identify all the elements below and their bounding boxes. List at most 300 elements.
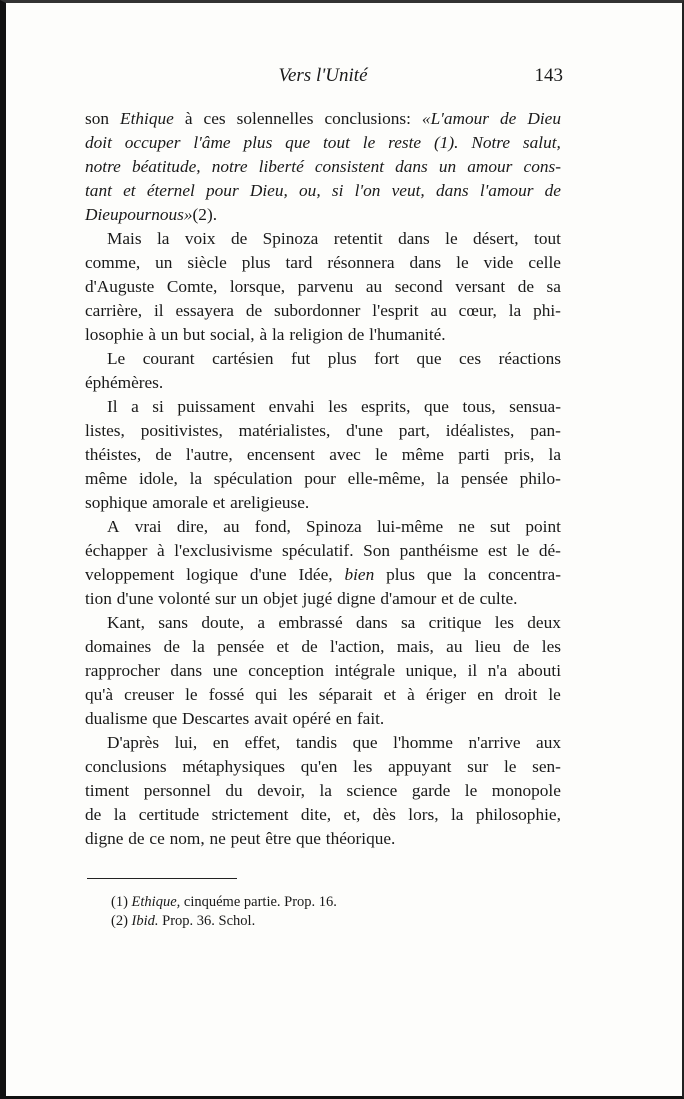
- text-line: [85, 731, 561, 755]
- word: sur: [467, 757, 489, 776]
- word: à: [184, 109, 193, 128]
- word: le: [516, 541, 530, 560]
- text-line: [85, 707, 561, 731]
- word: peut: [230, 829, 261, 848]
- word: même: [85, 469, 128, 488]
- word: envahi: [268, 397, 315, 416]
- text-line: [85, 659, 561, 683]
- word: d'une: [249, 565, 287, 584]
- word: que: [416, 349, 442, 368]
- word: tout: [323, 133, 350, 152]
- word: conclusions:: [324, 109, 411, 128]
- word: subordonner: [274, 301, 361, 320]
- word: le: [185, 685, 198, 704]
- word: éphémères.: [85, 373, 164, 392]
- word: dans: [355, 613, 388, 632]
- word: les: [288, 685, 308, 704]
- word: devoir,: [257, 781, 305, 800]
- text-line: [85, 323, 561, 347]
- word: avec: [329, 445, 361, 464]
- word: concentra-: [488, 565, 561, 584]
- word: positivistes,: [140, 421, 223, 440]
- word: séparait: [318, 685, 373, 704]
- word: un: [160, 325, 179, 344]
- word: panthéisme: [399, 541, 479, 560]
- word: le: [375, 445, 388, 464]
- word: (2).: [192, 205, 218, 224]
- word: lors,: [408, 805, 439, 824]
- word: Le: [107, 349, 126, 368]
- word: esprits,: [361, 397, 411, 416]
- word: versant: [455, 277, 506, 296]
- word: effet,: [244, 733, 281, 752]
- word: dans: [409, 253, 442, 272]
- word: matérialistes,: [238, 421, 331, 440]
- word: mais,: [396, 637, 434, 656]
- word: conception: [248, 661, 325, 680]
- word: Spinoza: [306, 517, 362, 536]
- word: et: [383, 685, 397, 704]
- word: que: [352, 733, 378, 752]
- text-line: [85, 491, 561, 515]
- word: unique,: [405, 661, 458, 680]
- footnote-rule: [87, 878, 237, 879]
- word: Comte,: [166, 277, 218, 296]
- word: pan-: [530, 421, 561, 440]
- footnote-marker: (2): [111, 913, 128, 929]
- word: amorale: [152, 493, 208, 512]
- word: cœur,: [458, 301, 497, 320]
- running-head: [85, 63, 561, 91]
- text-line: [85, 179, 561, 203]
- word: Dieu: [527, 109, 561, 128]
- word: la: [450, 805, 464, 824]
- word: que: [285, 133, 311, 152]
- text-line: [85, 779, 561, 803]
- word: les: [494, 613, 514, 632]
- text-line: [85, 683, 561, 707]
- word: idole,: [138, 469, 178, 488]
- word: résonnera: [327, 253, 395, 272]
- word: consistent: [314, 157, 385, 176]
- word: qui: [255, 685, 278, 704]
- word: «L'amour: [421, 109, 489, 128]
- word: courant: [142, 349, 195, 368]
- word: Idée,: [298, 565, 333, 584]
- word: listes,: [85, 421, 125, 440]
- word: d'amour: [380, 589, 437, 608]
- word: dans: [398, 229, 430, 248]
- word: ériger: [425, 685, 467, 704]
- word: l'action,: [330, 637, 385, 656]
- word: objet: [263, 589, 298, 608]
- word: ne: [209, 829, 226, 848]
- text-line: [85, 107, 561, 131]
- word: aux: [536, 733, 561, 752]
- word: nous»: [151, 205, 193, 224]
- word: fort: [374, 349, 400, 368]
- word: second: [394, 277, 443, 296]
- word: le: [503, 757, 517, 776]
- word: retentit: [333, 229, 383, 248]
- word: théorique.: [325, 829, 396, 848]
- word: de: [458, 589, 475, 608]
- text-line: [85, 275, 561, 299]
- text-line: [85, 155, 561, 179]
- word: l'esprit: [372, 301, 419, 320]
- word: dans: [395, 157, 428, 176]
- word: de: [347, 325, 365, 344]
- word: plus: [241, 253, 271, 272]
- word: sophique: [85, 493, 148, 512]
- word: dès: [372, 805, 396, 824]
- text-line: [85, 515, 561, 539]
- text-line: [85, 227, 561, 251]
- word: fait.: [356, 709, 385, 728]
- text-line: [85, 539, 561, 563]
- word: à: [148, 325, 157, 344]
- word: dualisme: [85, 709, 148, 728]
- footnote-marker: (1): [111, 894, 128, 910]
- word: lui,: [174, 733, 198, 752]
- word: lorsque,: [229, 277, 286, 296]
- word: au: [365, 277, 383, 296]
- word: et: [212, 493, 226, 512]
- word: un: [240, 589, 259, 608]
- word: le: [362, 133, 376, 152]
- word: d'une: [346, 421, 383, 440]
- word: a: [257, 613, 266, 632]
- word: métaphysiques: [182, 757, 286, 776]
- word: creuser: [124, 685, 175, 704]
- word: la: [189, 469, 203, 488]
- word: notre: [85, 157, 121, 176]
- word: parvenu: [297, 277, 354, 296]
- word: digne: [85, 829, 124, 848]
- word: Notre: [471, 133, 511, 152]
- word: à: [259, 325, 268, 344]
- word: les: [353, 757, 373, 776]
- word: du: [225, 781, 243, 800]
- word: de: [230, 229, 248, 248]
- word: opéré: [292, 709, 331, 728]
- word: puissament: [177, 397, 256, 416]
- word: cons-: [523, 157, 561, 176]
- word: même: [401, 445, 444, 464]
- word: sa: [400, 613, 416, 632]
- word: tard: [285, 253, 313, 272]
- text-line: [85, 251, 561, 275]
- word: solennelles: [236, 109, 314, 128]
- word: Il: [107, 397, 118, 416]
- word: appuyant: [388, 757, 452, 776]
- word: sut: [489, 517, 511, 536]
- word: la: [192, 637, 205, 656]
- word: digne: [337, 589, 376, 608]
- word: idéalistes,: [445, 421, 515, 440]
- word: éternel: [146, 181, 195, 200]
- body-text: [85, 107, 561, 851]
- word: que: [426, 565, 452, 584]
- footnotes: [85, 893, 561, 931]
- word: salut,: [522, 133, 561, 152]
- word: l'exclusivisme: [174, 541, 273, 560]
- word: l'humanité.: [369, 325, 446, 344]
- word: sen-: [532, 757, 561, 776]
- word: Mais: [107, 229, 142, 248]
- word: un: [438, 157, 457, 176]
- word: vide: [483, 253, 514, 272]
- word: l'on: [354, 181, 381, 200]
- word: la: [463, 565, 477, 584]
- word: embrassé: [278, 613, 343, 632]
- text-line: [85, 587, 561, 611]
- word: encensent: [246, 445, 315, 464]
- word: sur: [214, 589, 237, 608]
- word: la: [271, 325, 285, 344]
- word: garde: [411, 781, 451, 800]
- word: si: [331, 181, 344, 200]
- word: la: [113, 805, 127, 824]
- word: Ethique: [120, 109, 174, 128]
- word: qu'à: [85, 685, 114, 704]
- word: tant: [85, 181, 112, 200]
- word: A: [107, 517, 120, 536]
- word: but: [183, 325, 206, 344]
- word: la: [156, 229, 170, 248]
- word: philosophie,: [475, 805, 561, 824]
- word: jugé: [302, 589, 333, 608]
- word: avait: [254, 709, 288, 728]
- word: intégrale: [334, 661, 396, 680]
- word: tout: [534, 229, 561, 248]
- word: ces: [459, 349, 482, 368]
- word: plus: [243, 133, 273, 152]
- word: (1).: [433, 133, 459, 152]
- word: D'après: [107, 733, 160, 752]
- word: l'homme: [393, 733, 453, 752]
- word: sans: [158, 613, 188, 632]
- word: spéculation: [213, 469, 293, 488]
- word: areligieuse.: [230, 493, 310, 512]
- word: elle-même,: [347, 469, 425, 488]
- word: de: [245, 301, 263, 320]
- word: phi-: [533, 301, 561, 320]
- word: le: [456, 253, 469, 272]
- word: au: [430, 301, 447, 320]
- word: fond,: [254, 517, 291, 536]
- word: celle: [528, 253, 561, 272]
- word: plus: [386, 565, 415, 584]
- word: pensée: [460, 469, 508, 488]
- word: si: [152, 397, 164, 416]
- word: que: [296, 829, 321, 848]
- text-line: [85, 371, 561, 395]
- text-line: [85, 299, 561, 323]
- word: dé-: [538, 541, 561, 560]
- text-line: [85, 611, 561, 635]
- word: veut,: [391, 181, 425, 200]
- word: siècle: [187, 253, 227, 272]
- word: désert,: [473, 229, 519, 248]
- word: notre: [211, 157, 248, 176]
- word: fut: [291, 349, 311, 368]
- word: ou,: [299, 181, 321, 200]
- word: que: [423, 397, 449, 416]
- text-line: [85, 635, 561, 659]
- word: philo-: [519, 469, 561, 488]
- word: vrai: [134, 517, 162, 536]
- word: droit: [504, 685, 538, 704]
- word: au: [446, 637, 463, 656]
- word: lieu: [474, 637, 501, 656]
- word: reste: [388, 133, 422, 152]
- word: et: [441, 589, 454, 608]
- word: et,: [343, 805, 361, 824]
- text-line: [85, 803, 561, 827]
- word: culte.: [479, 589, 518, 608]
- word: n'a: [487, 661, 508, 680]
- word: le: [548, 685, 561, 704]
- word: est: [487, 541, 508, 560]
- word: critique: [428, 613, 482, 632]
- word: de: [513, 637, 530, 656]
- word: abouti: [517, 661, 561, 680]
- word: parti: [458, 445, 490, 464]
- word: conclusions: [85, 757, 167, 776]
- footnote-2: [111, 912, 561, 931]
- word: l'autre,: [185, 445, 233, 464]
- word: dans: [170, 661, 203, 680]
- footnote-source: Ibid.: [131, 913, 159, 929]
- word: essayera: [175, 301, 234, 320]
- word: pour: [206, 181, 239, 200]
- word: Dieu,: [249, 181, 288, 200]
- word: un: [155, 253, 173, 272]
- word: spéculatif.: [282, 541, 354, 560]
- word: Son: [363, 541, 391, 560]
- word: dite,: [300, 805, 332, 824]
- text-line: [85, 755, 561, 779]
- text-line: [85, 347, 561, 371]
- word: Kant,: [107, 613, 145, 632]
- word: en: [335, 709, 353, 728]
- word: timent: [85, 781, 130, 800]
- word: lui-même: [376, 517, 444, 536]
- word: son: [85, 109, 110, 128]
- word: de: [544, 181, 561, 200]
- word: une: [212, 661, 238, 680]
- text-line: [85, 131, 561, 155]
- text-line: [85, 827, 561, 851]
- word: à: [407, 685, 415, 704]
- word: de: [301, 637, 318, 656]
- word: béatitude,: [131, 157, 201, 176]
- footnote-text: cinquéme partie. Prop. 16.: [180, 894, 337, 910]
- word: de: [163, 637, 180, 656]
- word: tous,: [462, 397, 496, 416]
- footnote-text: Prop. 36. Schol.: [158, 913, 256, 929]
- word: de: [155, 445, 172, 464]
- word: bien: [344, 565, 375, 584]
- word: personnel: [143, 781, 211, 800]
- word: et: [123, 181, 136, 200]
- word: de: [517, 277, 534, 296]
- word: a: [131, 397, 139, 416]
- word: ne: [458, 517, 475, 536]
- word: être: [265, 829, 292, 848]
- word: en: [212, 733, 230, 752]
- text-line: [85, 467, 561, 491]
- word: la: [548, 445, 561, 464]
- text-line: [85, 443, 561, 467]
- word: tandis: [295, 733, 338, 752]
- word: amour: [467, 157, 513, 176]
- book-page: [85, 63, 561, 931]
- word: les: [541, 637, 561, 656]
- word: dire,: [176, 517, 209, 536]
- word: carrière,: [85, 301, 143, 320]
- word: de: [128, 829, 145, 848]
- word: la: [319, 781, 332, 800]
- word: d'une: [116, 589, 154, 608]
- word: volonté: [158, 589, 211, 608]
- word: échapper: [85, 541, 148, 560]
- word: et: [276, 637, 289, 656]
- word: domaines: [85, 637, 152, 656]
- word: pour: [118, 205, 152, 224]
- word: le: [445, 229, 458, 248]
- word: il: [153, 301, 164, 320]
- footnote-source: Ethique,: [131, 894, 181, 910]
- word: il: [467, 661, 478, 680]
- word: en: [477, 685, 494, 704]
- word: pensée: [217, 637, 265, 656]
- word: strictement: [211, 805, 289, 824]
- word: les: [328, 397, 348, 416]
- word: que: [152, 709, 178, 728]
- word: théistes,: [85, 445, 142, 464]
- chapter-title: Vers l'Unité: [278, 65, 368, 86]
- word: qu'en: [300, 757, 338, 776]
- word: voix: [184, 229, 216, 248]
- word: part,: [398, 421, 430, 440]
- word: de: [500, 109, 517, 128]
- word: l'amour: [479, 181, 534, 200]
- word: fossé: [208, 685, 245, 704]
- text-line: [85, 563, 561, 587]
- word: cartésien: [212, 349, 274, 368]
- word: Descartes: [182, 709, 250, 728]
- word: l'âme: [193, 133, 231, 152]
- word: à: [156, 541, 165, 560]
- word: la: [508, 301, 522, 320]
- text-line: [85, 395, 561, 419]
- word: rapprocher: [85, 661, 160, 680]
- word: plus: [327, 349, 357, 368]
- word: monopole: [491, 781, 561, 800]
- word: comme,: [85, 253, 141, 272]
- word: sensua-: [509, 397, 561, 416]
- word: le: [464, 781, 478, 800]
- word: losophie: [85, 325, 144, 344]
- text-line: [85, 419, 561, 443]
- word: occuper: [124, 133, 181, 152]
- word: dans: [435, 181, 469, 200]
- word: doute,: [201, 613, 245, 632]
- word: Dieu: [85, 205, 119, 224]
- page-number: 143: [534, 65, 563, 86]
